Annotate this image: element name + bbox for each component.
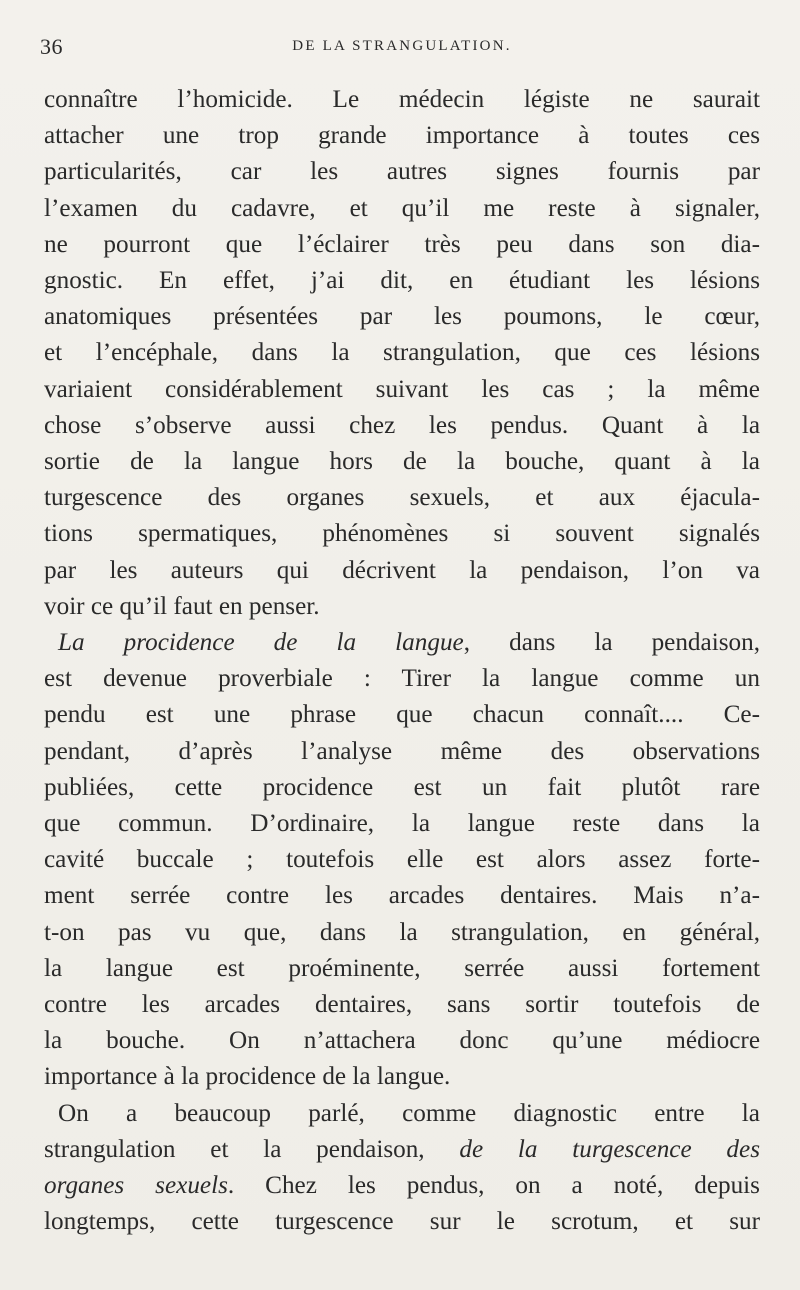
text-line — [44, 1168, 760, 1204]
text-line: contre les arcades dentaires, sans sortir toutefois de — [44, 991, 760, 1019]
text-line: sortie de la langue hors de la bouche, quant à la — [44, 448, 760, 476]
text-line: cavité buccale ; toutefois elle est alors assez forte- — [44, 846, 760, 874]
text-line: que commun. D’ordinaire, la langue reste dans la — [44, 810, 760, 838]
text-line: ment serrée contre les arcades dentaires. Mais n’a- — [44, 882, 760, 910]
text-line: la bouche. On n’attachera donc qu’une médiocre — [44, 1027, 760, 1055]
italic-phrase: de la turgescence des — [459, 1135, 760, 1163]
text-line: variaient considérablement suivant les cas ; la même — [44, 375, 760, 403]
italic-lead: La procidence de la langue — [58, 629, 464, 657]
paragraph-1 — [44, 82, 760, 625]
text-line: connaître l’homicide. Le médecin légiste ne saurait — [44, 86, 760, 113]
text-line: tions spermatiques, phénomènes si souvent signalés — [44, 520, 760, 548]
text-line: t-on pas vu que, dans la strangulation, en général, — [44, 918, 760, 946]
page-number: 36 — [40, 34, 63, 59]
paragraph-2 — [44, 625, 760, 1096]
text-line: anatomiques présentées par les poumons, le cœur, — [44, 303, 760, 331]
italic-phrase: organes sexuels — [44, 1172, 228, 1200]
text-line: ne pourront que l’éclairer très peu dans son dia- — [44, 230, 760, 258]
text-line: est devenue proverbiale : Tirer la langue comme un — [44, 665, 760, 693]
text-line: turgescence des organes sexuels, et aux éjacula- — [44, 484, 760, 512]
text-line: pendant, d’après l’analyse même des observations — [44, 737, 760, 765]
body-text — [44, 82, 760, 1241]
text-line: gnostic. En effet, j’ai dit, en étudiant les lésions — [44, 267, 760, 295]
text-line: l’examen du cadavre, et qu’il me reste à signaler, — [44, 194, 760, 222]
text-line: voir ce qu’il faut en penser. — [44, 592, 320, 620]
text-line: la langue est proéminente, serrée aussi fortement — [44, 954, 760, 982]
text-fragment: . Chez les pendus, on a noté, depuis — [227, 1172, 760, 1200]
text-fragment: , dans la pendaison, — [463, 629, 760, 657]
text-line: par les auteurs qui décrivent la pendaison, l’on va — [44, 556, 760, 584]
text-line — [44, 1132, 760, 1168]
running-title: DE LA STRANGULATION. — [292, 38, 512, 54]
text-line: importance à la procidence de la langue. — [44, 1063, 451, 1091]
text-line: publiées, cette procidence est un fait plutôt rare — [44, 773, 760, 801]
text-line — [44, 625, 760, 661]
text-line: chose s’observe aussi chez les pendus. Quant à la — [44, 411, 760, 439]
text-line: et l’encéphale, dans la strangulation, que ces lésions — [44, 339, 760, 367]
text-line: particularités, car les autres signes fournis par — [44, 158, 760, 186]
text-fragment: strangulation et la pendaison, — [44, 1135, 460, 1163]
paragraph-3 — [44, 1096, 760, 1241]
text-line: On a beaucoup parlé, comme diagnostic entre la — [58, 1099, 760, 1127]
running-head — [40, 30, 760, 70]
text-line: attacher une trop grande importance à toutes ces — [44, 122, 760, 150]
text-line: pendu est une phrase que chacun connaît.... Ce- — [44, 701, 760, 729]
text-line: longtemps, cette turgescence sur le scrotum, et sur — [44, 1208, 760, 1236]
